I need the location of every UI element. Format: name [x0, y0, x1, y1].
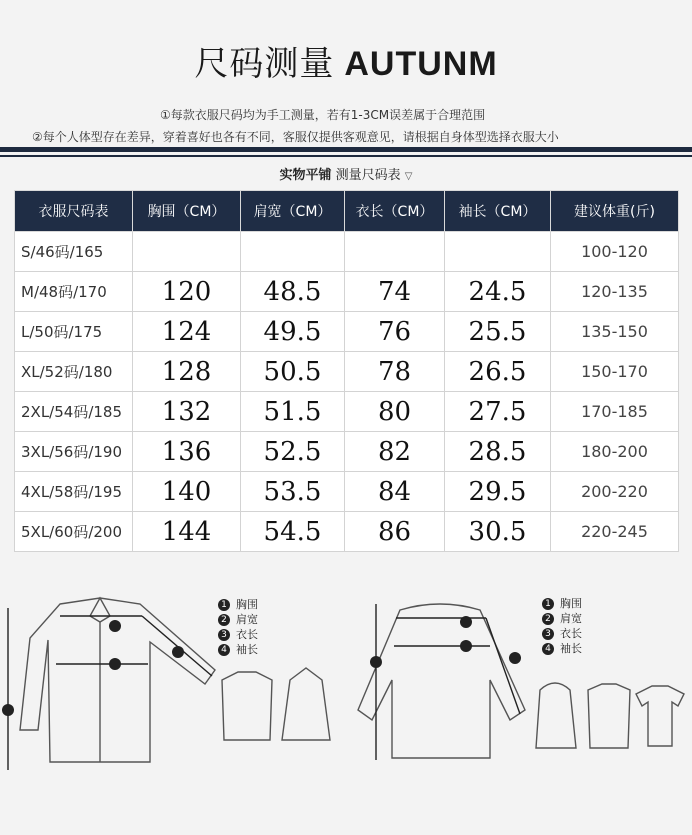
- table-row: [15, 272, 679, 312]
- cell-shoulder: 54.5: [241, 512, 345, 552]
- legend-item: [218, 597, 258, 612]
- cell-size: 3XL/56码/190: [15, 432, 133, 472]
- number-marker-icon: 4: [218, 644, 230, 656]
- cell-shoulder: 48.5: [241, 272, 345, 312]
- cell-chest: 132: [133, 392, 241, 432]
- marker-1-icon: [460, 640, 472, 652]
- size-table: [14, 190, 679, 552]
- caption-rest: 测量尺码表: [335, 168, 401, 183]
- legend-item: [218, 612, 258, 627]
- cell-weight: 220-245: [551, 512, 679, 552]
- cell-length: 80: [345, 392, 445, 432]
- legend-label: 袖长: [560, 642, 582, 655]
- cell-shoulder: 53.5: [241, 472, 345, 512]
- marker-2-icon: [109, 620, 121, 632]
- cell-length: 78: [345, 352, 445, 392]
- cell-length: 74: [345, 272, 445, 312]
- cell-sleeve: 30.5: [445, 512, 551, 552]
- cell-chest: 128: [133, 352, 241, 392]
- cell-chest: 140: [133, 472, 241, 512]
- divider: [0, 155, 692, 157]
- divider: [0, 147, 692, 152]
- marker-1-icon: [109, 658, 121, 670]
- marker-2-icon: [460, 616, 472, 628]
- cell-sleeve: 25.5: [445, 312, 551, 352]
- table-row: [15, 352, 679, 392]
- col-header-shoulder: 肩宽（CM）: [241, 191, 345, 232]
- number-marker-icon: 1: [542, 598, 554, 610]
- triangle-down-icon: ▽: [404, 171, 413, 182]
- cell-sleeve: 26.5: [445, 352, 551, 392]
- table-row: [15, 472, 679, 512]
- cell-chest: [133, 232, 241, 272]
- number-marker-icon: 4: [542, 643, 554, 655]
- cell-shoulder: 50.5: [241, 352, 345, 392]
- cell-size: 5XL/60码/200: [15, 512, 133, 552]
- number-marker-icon: 3: [542, 628, 554, 640]
- cardigan-illustration: [588, 684, 630, 748]
- jacket-illustration: [222, 672, 272, 740]
- legend-label: 胸围: [560, 597, 582, 610]
- note-2: ②每个人体型存在差异，穿着喜好也各有不同，客服仅提供客观意见，请根据自身体型选择衣服大小: [32, 130, 559, 144]
- legend-item: [542, 611, 582, 626]
- cell-length: 86: [345, 512, 445, 552]
- legend-item: [218, 627, 258, 642]
- cell-chest: 144: [133, 512, 241, 552]
- cell-sleeve: 27.5: [445, 392, 551, 432]
- cell-length: 84: [345, 472, 445, 512]
- col-header-size: 衣服尺码表: [15, 191, 133, 232]
- title-cn: 尺码测量: [194, 44, 335, 84]
- number-marker-icon: 2: [542, 613, 554, 625]
- cell-weight: 100-120: [551, 232, 679, 272]
- title-en: AUTUNM: [344, 45, 498, 83]
- cell-sleeve: 29.5: [445, 472, 551, 512]
- marker-3-icon: [2, 704, 14, 716]
- legend-left: [218, 597, 258, 657]
- legend-item: [542, 641, 582, 656]
- col-header-weight: 建议体重(斤): [551, 191, 679, 232]
- legend-label: 胸围: [236, 598, 258, 611]
- table-row: [15, 232, 679, 272]
- legend-item: [542, 626, 582, 641]
- legend-label: 肩宽: [236, 613, 258, 626]
- cell-length: 82: [345, 432, 445, 472]
- cell-shoulder: 51.5: [241, 392, 345, 432]
- col-header-sleeve: 袖长（CM）: [445, 191, 551, 232]
- legend-right: [542, 596, 582, 656]
- cell-shoulder: 49.5: [241, 312, 345, 352]
- legend-label: 衣长: [560, 627, 582, 640]
- table-caption: [0, 164, 692, 183]
- cell-chest: 120: [133, 272, 241, 312]
- cell-size: 2XL/54码/185: [15, 392, 133, 432]
- cell-size: S/46码/165: [15, 232, 133, 272]
- cell-weight: 135-150: [551, 312, 679, 352]
- table-header-row: [15, 191, 679, 232]
- cell-chest: 136: [133, 432, 241, 472]
- number-marker-icon: 2: [218, 614, 230, 626]
- legend-item: [218, 642, 258, 657]
- cell-weight: 120-135: [551, 272, 679, 312]
- legend-label: 肩宽: [560, 612, 582, 625]
- cell-size: M/48码/170: [15, 272, 133, 312]
- legend-label: 袖长: [236, 643, 258, 656]
- cell-shoulder: 52.5: [241, 432, 345, 472]
- col-header-length: 衣长（CM）: [345, 191, 445, 232]
- cell-size: L/50码/175: [15, 312, 133, 352]
- cell-weight: 180-200: [551, 432, 679, 472]
- cell-size: 4XL/58码/195: [15, 472, 133, 512]
- marker-4-icon: [172, 646, 184, 658]
- cell-size: XL/52码/180: [15, 352, 133, 392]
- caption-strong: 实物平铺: [279, 168, 332, 183]
- measurement-diagram: [0, 580, 692, 780]
- cell-weight: 200-220: [551, 472, 679, 512]
- hoodie-illustration: [536, 683, 576, 748]
- cell-sleeve: 24.5: [445, 272, 551, 312]
- sweater-illustration: [358, 604, 525, 758]
- legend-item: [542, 596, 582, 611]
- number-marker-icon: 3: [218, 629, 230, 641]
- table-row: [15, 392, 679, 432]
- table-row: [15, 312, 679, 352]
- number-marker-icon: 1: [218, 599, 230, 611]
- cell-shoulder: [241, 232, 345, 272]
- cell-length: 76: [345, 312, 445, 352]
- marker-4-icon: [509, 652, 521, 664]
- table-row: [15, 512, 679, 552]
- cell-chest: 124: [133, 312, 241, 352]
- page-title: [0, 36, 692, 85]
- legend-label: 衣长: [236, 628, 258, 641]
- cell-weight: 170-185: [551, 392, 679, 432]
- table-row: [15, 432, 679, 472]
- cell-length: [345, 232, 445, 272]
- cell-weight: 150-170: [551, 352, 679, 392]
- blazer-illustration: [282, 668, 330, 740]
- col-header-chest: 胸围（CM）: [133, 191, 241, 232]
- note-1: ①每款衣服尺码均为手工测量，若有1-3CM误差属于合理范围: [160, 108, 486, 122]
- cell-sleeve: [445, 232, 551, 272]
- marker-3-icon: [370, 656, 382, 668]
- cell-sleeve: 28.5: [445, 432, 551, 472]
- tshirt-illustration: [636, 686, 684, 746]
